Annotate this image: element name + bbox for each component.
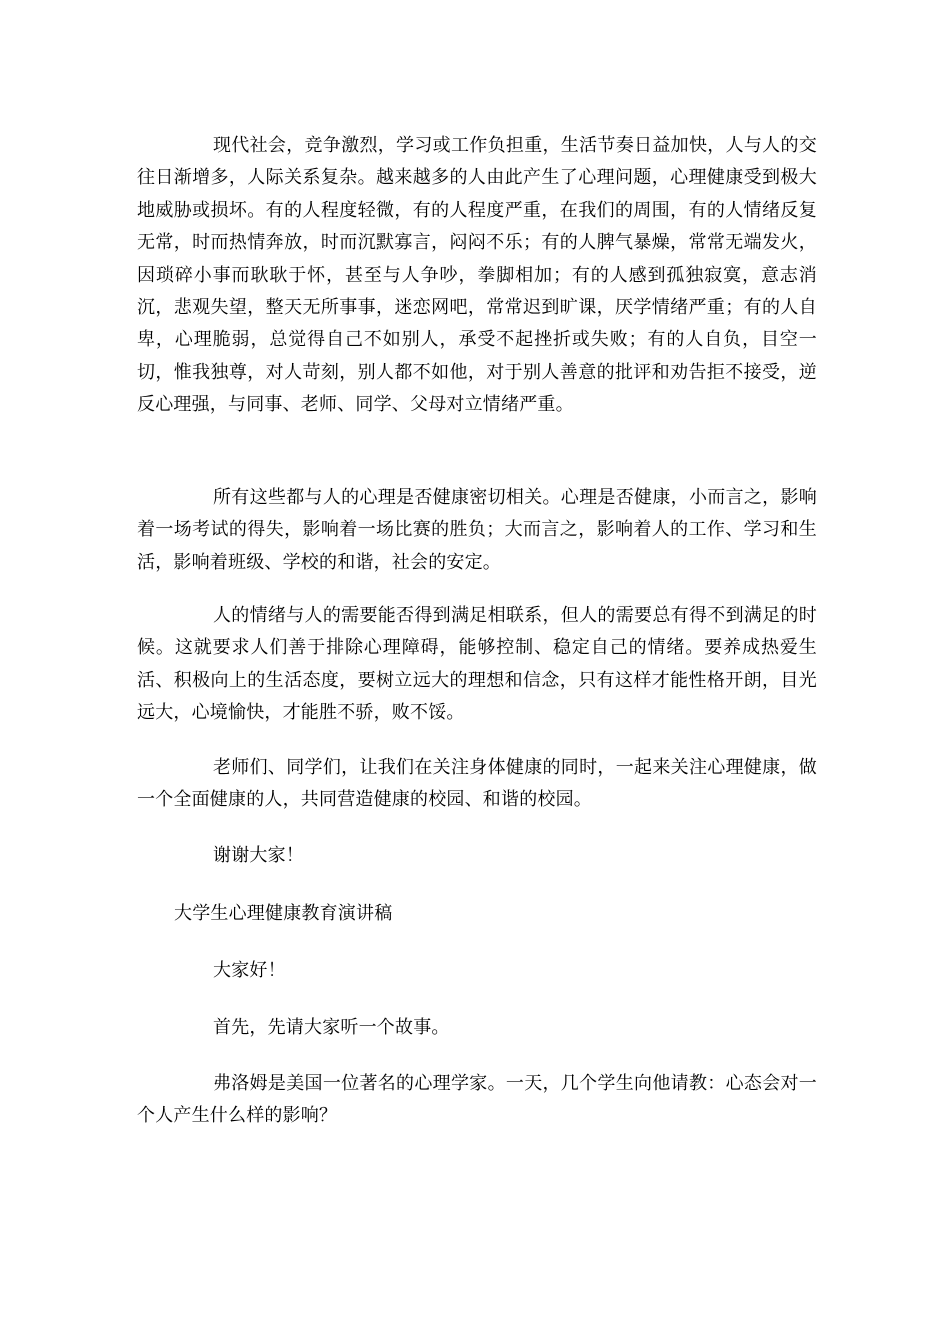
paragraph-story-intro: 首先，先请大家听一个故事。	[213, 1017, 450, 1038]
paragraph-thanks: 谢谢大家！	[213, 845, 304, 866]
paragraph-fromm-story: 弗洛姆是美国一位著名的心理学家。一天，几个学生向他请教：心态会对一个人产生什么样的影响？	[137, 1073, 817, 1127]
paragraph-greeting: 大家好！	[213, 960, 286, 981]
paragraph-call-to-action: 老师们、同学们，让我们在关注身体健康的同时，一起来关注心理健康，做一个全面健康的人，共同营造健康的校园、和谐的校园。	[137, 757, 817, 811]
paragraph-health-related: 所有这些都与人的心理是否健康密切相关。心理是否健康，小而言之，影响着一场考试的得失，影响着一场比赛的胜负；大而言之，影响着人的工作、学习和生活，影响着班级、学校的和谐，社会的安定。	[137, 487, 817, 573]
paragraph-modern-society: 现代社会，竞争激烈，学习或工作负担重，生活节奏日益加快，人与人的交往日渐增多，人际关系复杂。越来越多的人由此产生了心理问题，心理健康受到极大地威胁或损坏。有的人程度轻微，有的人程度严重，在我们的周围，有的人情绪反复无常，时而热情奔放，时而沉默寡言，闷闷不乐；有的人脾气暴燥，常常无端发火，因琐碎小事而耿耿于怀，甚至与人争吵，拳脚相加；有的人感到孤独寂寞，意志消沉，悲观失望，整天无所事事，迷恋网吧，常常迟到旷课，厌学情绪严重；有的人自卑，心理脆弱，总觉得自己不如别人，承受不起挫折或失败；有的人自负，目空一切，惟我独尊，对人苛刻，别人都不如他，对于别人善意的批评和劝告拒不接受，逆反心理强，与同事、老师、同学、父母对立情绪严重。	[137, 135, 817, 416]
paragraph-emotions-needs: 人的情绪与人的需要能否得到满足相联系，但人的需要总有得不到满足的时候。这就要求人们善于排除心理障碍，能够控制、稳定自己的情绪。要养成热爱生活、积极向上的生活态度，要树立远大的理想和信念，只有这样才能性格开朗，目光远大，心境愉快，才能胜不骄，败不馁。	[137, 605, 817, 724]
speech-title: 大学生心理健康教育演讲稿	[174, 903, 393, 924]
